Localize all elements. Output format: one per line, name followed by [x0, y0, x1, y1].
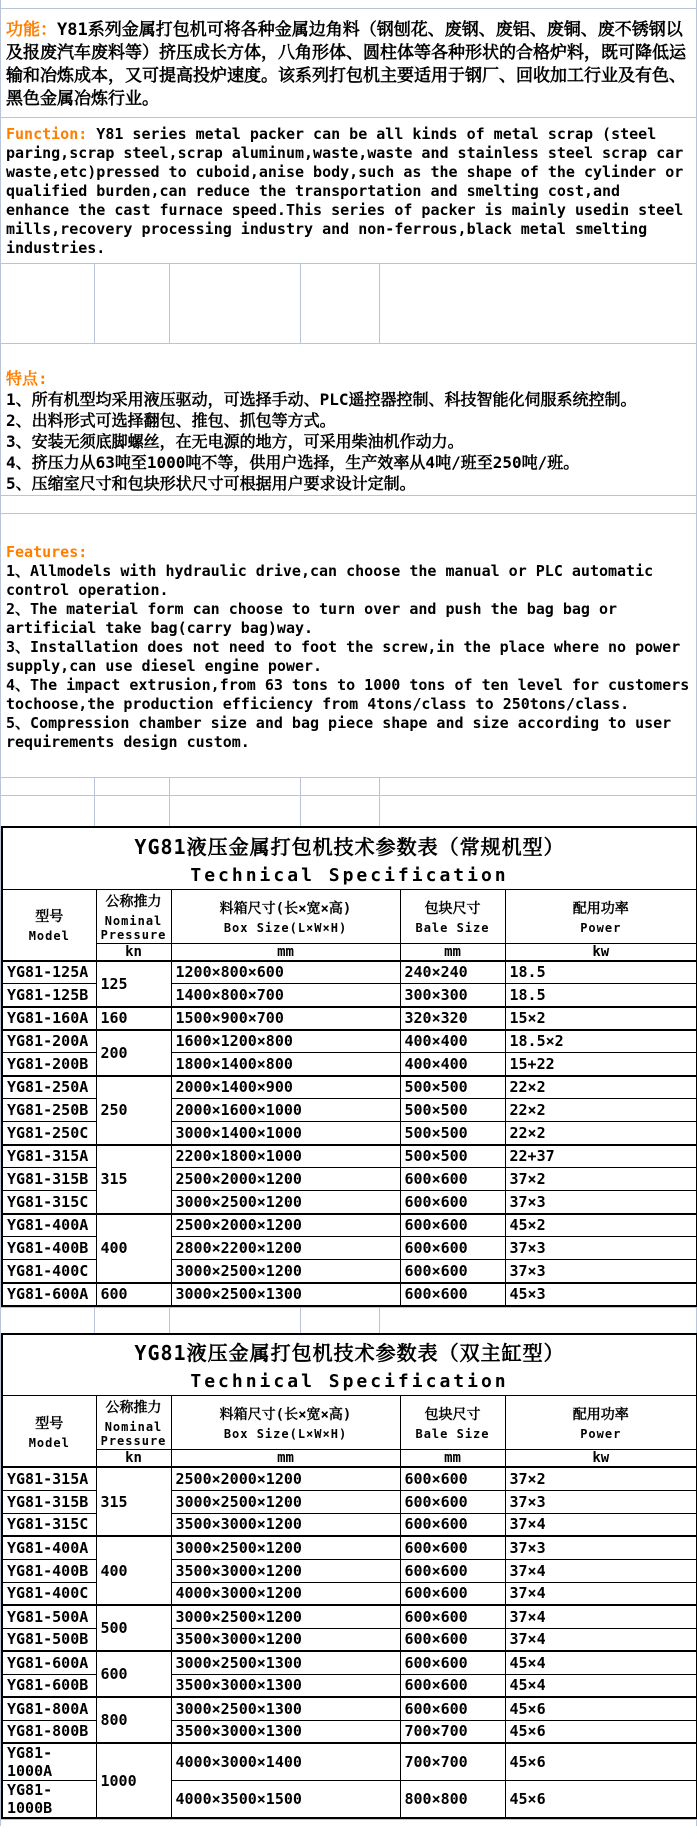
power-cell: 22+37: [505, 1145, 697, 1168]
box-size-cell: 2000×1400×900: [171, 1076, 400, 1099]
bale-size-cell: 600×600: [400, 1697, 505, 1720]
empty-cell: [170, 778, 301, 795]
empty-grid-row: [1, 263, 696, 343]
unit-header: kw: [505, 943, 697, 961]
power-cell: 37×4: [505, 1582, 697, 1605]
box-size-cell: 3000×2500×1200: [171, 1536, 400, 1559]
bale-size-cell: 600×600: [400, 1651, 505, 1674]
empty-cell: [380, 778, 696, 795]
box-size-cell: 2500×2000×1200: [171, 1168, 400, 1191]
unit-header: kn: [96, 943, 171, 961]
col-header-en: Model: [28, 929, 70, 943]
pressure-cell: 400: [96, 1536, 171, 1605]
spec-row: [2, 1007, 697, 1030]
col-header-power: [505, 889, 697, 943]
model-cell: YG81-500B: [2, 1628, 96, 1651]
model-cell: YG81-315B: [2, 1490, 96, 1513]
box-size-cell: 3000×2500×1200: [171, 1605, 400, 1628]
bale-size-cell: 600×600: [400, 1237, 505, 1260]
unit-header: mm: [400, 1450, 505, 1468]
bale-size-cell: 600×600: [400, 1513, 505, 1536]
model-cell: YG81-200B: [2, 1053, 96, 1076]
empty-cell: [301, 778, 380, 795]
model-cell: YG81-400A: [2, 1214, 96, 1237]
spec-table-regular: [1, 826, 697, 1307]
bale-size-cell: 500×500: [400, 1099, 505, 1122]
col-header-en: Nominal Pressure: [100, 913, 167, 942]
col-header-cn: 配用功率: [572, 1407, 629, 1423]
feature-item-cn: 5、压缩室尺寸和包块形状尺寸可根据用户要求设计定制。: [6, 474, 416, 493]
feature-item-cn: 1、所有机型均采用液压驱动，可选择手动、PLC遥控器控制、科技智能化伺服系统控制。: [6, 390, 637, 409]
power-cell: 37×2: [505, 1467, 697, 1490]
bale-size-cell: 400×400: [400, 1053, 505, 1076]
feature-item-en: 4、The impact extrusion,from 63 tons to 1000 tons of ten level for customers tochoose,the production efficiency from 4tons/class to 250tons/class.: [6, 676, 690, 713]
pressure-cell: 125: [96, 961, 171, 1007]
empty-cell: [380, 796, 696, 826]
power-cell: 37×2: [505, 1168, 697, 1191]
power-cell: 37×3: [505, 1536, 697, 1559]
model-cell: YG81-600A: [2, 1283, 96, 1306]
model-cell: YG81-600A: [2, 1651, 96, 1674]
col-header-cn: 配用功率: [572, 900, 629, 917]
bale-size-cell: 600×600: [400, 1605, 505, 1628]
top-spacer: [1, 0, 696, 8]
features-heading-en: Features:: [6, 543, 88, 561]
power-cell: 37×3: [505, 1191, 697, 1214]
model-cell: YG81-250A: [2, 1076, 96, 1099]
col-header-bale-size: [400, 889, 505, 943]
spec-row: [2, 961, 697, 984]
box-size-cell: 3000×2500×1200: [171, 1191, 400, 1214]
empty-cell: [301, 264, 380, 343]
model-cell: YG81-125B: [2, 984, 96, 1007]
pressure-cell: 160: [96, 1007, 171, 1030]
unit-header: mm: [171, 943, 400, 961]
empty-cell: [1, 778, 95, 795]
features-list-cn: [6, 389, 690, 494]
model-cell: YG81-315C: [2, 1513, 96, 1536]
model-cell: YG81-400B: [2, 1237, 96, 1260]
power-cell: 45×6: [505, 1697, 697, 1720]
empty-cell: [301, 796, 380, 826]
col-header-cn: 型号: [35, 909, 64, 925]
box-size-cell: 3500×3000×1200: [171, 1628, 400, 1651]
empty-cell: [1, 1308, 95, 1333]
function-body-en: Y81 series metal packer can be all kinds of metal scrap (steel paring,scrap steel,scrap aluminum,waste,waste and stainless steel scrap car waste,etc)pressed to cuboid,anise body,such as the shape of the cylinder or qualified burden,can reduce the transportation and smelting cost,and enhance the cast furnace speed.This series of packer is mainly usedin steel mills,recovery processing industry and non-ferrous,black metal smelting industries.: [6, 125, 684, 257]
box-size-cell: 2500×2000×1200: [171, 1467, 400, 1490]
col-header-en: Bale Size: [415, 920, 490, 935]
bale-size-cell: 500×500: [400, 1122, 505, 1145]
bale-size-cell: 400×400: [400, 1030, 505, 1053]
empty-cell: [380, 264, 696, 343]
box-size-cell: 2800×2200×1200: [171, 1237, 400, 1260]
box-size-cell: 2000×1600×1000: [171, 1099, 400, 1122]
table-title-cell: [2, 827, 697, 889]
empty-cell: [1, 264, 95, 343]
model-cell: YG81-250C: [2, 1122, 96, 1145]
power-cell: 45×2: [505, 1214, 697, 1237]
spec-row: [2, 1536, 697, 1559]
col-header-cn: 包块尺寸: [424, 900, 481, 917]
empty-cell: [380, 1308, 696, 1333]
feature-item-en: 1、Allmodels with hydraulic drive,can choose the manual or PLC automatic control operation.: [6, 562, 654, 599]
model-cell: YG81-600B: [2, 1674, 96, 1697]
col-header-en: Model: [28, 1435, 70, 1450]
feature-item-cn: 2、出料形式可选择翻包、推包、抓包等方式。: [6, 411, 336, 430]
col-header-cn: 料箱尺寸(长×宽×高): [219, 900, 352, 917]
power-cell: 37×4: [505, 1513, 697, 1536]
power-cell: 37×3: [505, 1490, 697, 1513]
table-unit-row: [2, 1450, 697, 1468]
model-cell: YG81-800A: [2, 1697, 96, 1720]
box-size-cell: 1200×800×600: [171, 961, 400, 984]
table-unit-row: [2, 943, 697, 961]
table-title-row: [2, 827, 697, 889]
spec-row: [2, 1030, 697, 1053]
empty-cell: [95, 778, 170, 795]
model-cell: YG81-315C: [2, 1191, 96, 1214]
empty-cell: [170, 1308, 301, 1333]
unit-header: kw: [505, 1450, 697, 1468]
model-cell: YG81-315B: [2, 1168, 96, 1191]
bale-size-cell: 600×600: [400, 1467, 505, 1490]
col-header-nominal-pressure: [96, 889, 171, 943]
box-size-cell: 3000×2500×1300: [171, 1651, 400, 1674]
model-cell: YG81-315A: [2, 1467, 96, 1490]
spec-row: [2, 1214, 697, 1237]
bale-size-cell: 700×700: [400, 1720, 505, 1743]
box-size-cell: 3000×2500×1300: [171, 1283, 400, 1306]
col-header-cn: 料箱尺寸(长×宽×高): [219, 1407, 352, 1423]
spec-row: [2, 1651, 697, 1674]
bale-size-cell: 600×600: [400, 1168, 505, 1191]
power-cell: 37×3: [505, 1237, 697, 1260]
col-header-power: [505, 1396, 697, 1450]
col-header-nominal-pressure: [96, 1396, 171, 1450]
box-size-cell: 3500×3000×1300: [171, 1674, 400, 1697]
feature-item-cn: 4、挤压力从63吨至1000吨不等，供用户选择，生产效率从4吨/班至250吨/班。: [6, 453, 580, 472]
col-header-en: Nominal Pressure: [100, 1420, 167, 1448]
model-cell: YG81-200A: [2, 1030, 96, 1053]
empty-cell: [170, 796, 301, 826]
power-cell: 45×3: [505, 1283, 697, 1306]
features-list-en: [6, 562, 692, 752]
power-cell: 15+22: [505, 1053, 697, 1076]
box-size-cell: 3500×3000×1300: [171, 1720, 400, 1743]
col-header-en: Power: [580, 1427, 622, 1441]
box-size-cell: 3000×2500×1200: [171, 1490, 400, 1513]
pressure-cell: 800: [96, 1697, 171, 1743]
bale-size-cell: 600×600: [400, 1559, 505, 1582]
spec-table-dual-cylinder: [1, 1333, 697, 1820]
function-heading-cn: 功能：: [6, 20, 57, 40]
empty-cell: [1, 796, 95, 826]
col-header-en: Power: [580, 920, 622, 935]
bale-size-cell: 600×600: [400, 1283, 505, 1306]
box-size-cell: 1600×1200×800: [171, 1030, 400, 1053]
col-header-en: Box Size(L×W×H): [223, 1427, 348, 1441]
col-header-cn: 包块尺寸: [424, 1407, 481, 1423]
table-header-row: [2, 1396, 697, 1450]
power-cell: 37×4: [505, 1628, 697, 1651]
empty-cell: [95, 1308, 170, 1333]
power-cell: 45×4: [505, 1651, 697, 1674]
bale-size-cell: 600×600: [400, 1628, 505, 1651]
box-size-cell: 3000×1400×1000: [171, 1122, 400, 1145]
empty-grid-row: [1, 495, 696, 513]
table-title-row: [2, 1334, 697, 1396]
pressure-cell: 200: [96, 1030, 171, 1076]
power-cell: 15×2: [505, 1007, 697, 1030]
spec-row: [2, 1145, 697, 1168]
box-size-cell: 1500×900×700: [171, 1007, 400, 1030]
bale-size-cell: 500×500: [400, 1145, 505, 1168]
feature-item-en: 3、Installation does not need to foot the screw,in the place where no power supply,can use diesel engine power.: [6, 638, 681, 675]
pressure-cell: 600: [96, 1283, 171, 1306]
bale-size-cell: 800×800: [400, 1781, 505, 1819]
function-section-cn: [1, 8, 696, 117]
model-cell: YG81-1000B: [2, 1781, 96, 1819]
table-title-en: Technical Specification: [190, 1371, 509, 1393]
power-cell: 22×2: [505, 1099, 697, 1122]
power-cell: 45×6: [505, 1743, 697, 1781]
empty-cell: [301, 1308, 380, 1333]
model-cell: YG81-1000A: [2, 1743, 96, 1781]
features-heading-cn: 特点:: [6, 369, 48, 388]
empty-cell: [95, 796, 170, 826]
col-header-box-size-l-w-h-: [171, 889, 400, 943]
box-size-cell: 4000×3000×1400: [171, 1743, 400, 1781]
bale-size-cell: 700×700: [400, 1743, 505, 1781]
spec-row: [2, 1283, 697, 1306]
model-cell: YG81-125A: [2, 961, 96, 984]
table-title-cn: YG81液压金属打包机技术参数表（常规机型）: [134, 834, 565, 859]
function-body-cn: Y81系列金属打包机可将各种金属边角料（钢刨花、废钢、废铝、废铜、废不锈钢以及报废汽车废料等）挤压成长方体，八角形体、圆柱体等各种形状的合格炉料，既可降低运输和冶炼成本，又可提高投炉速度。该系列打包机主要适用于钢厂、回收加工行业及有色、黑色金属冶炼行业。: [6, 20, 686, 109]
pressure-cell: 500: [96, 1605, 171, 1651]
power-cell: 18.5: [505, 984, 697, 1007]
bale-size-cell: 500×500: [400, 1076, 505, 1099]
box-size-cell: 3000×2500×1200: [171, 1260, 400, 1283]
power-cell: 22×2: [505, 1122, 697, 1145]
feature-item-en: 2、The material form can choose to turn over and push the bag bag or artificial take bag(carry bag)way.: [6, 600, 618, 637]
feature-item-en: 5、Compression chamber size and bag piece shape and size according to user requirements design custom.: [6, 714, 672, 751]
box-size-cell: 3500×3000×1200: [171, 1513, 400, 1536]
col-header-en: Bale Size: [415, 1427, 490, 1441]
bale-size-cell: 320×320: [400, 1007, 505, 1030]
power-cell: 45×6: [505, 1781, 697, 1819]
bale-size-cell: 600×600: [400, 1260, 505, 1283]
function-heading-en: Function:: [6, 125, 88, 143]
spec-row: [2, 1076, 697, 1099]
model-cell: YG81-400B: [2, 1559, 96, 1582]
box-size-cell: 1400×800×700: [171, 984, 400, 1007]
col-header-en: Box Size(L×W×H): [223, 920, 348, 935]
empty-grid-row: [1, 795, 696, 826]
table-title-cn: YG81液压金属打包机技术参数表（双主缸型）: [134, 1341, 565, 1366]
power-cell: 37×4: [505, 1605, 697, 1628]
col-header-cn: 型号: [35, 1415, 64, 1432]
pressure-cell: 315: [96, 1467, 171, 1536]
col-header-bale-size: [400, 1396, 505, 1450]
col-header-model: [2, 889, 96, 961]
model-cell: YG81-315A: [2, 1145, 96, 1168]
pressure-cell: 250: [96, 1076, 171, 1145]
box-size-cell: 4000×3500×1500: [171, 1781, 400, 1819]
model-cell: YG81-500A: [2, 1605, 96, 1628]
col-header-cn: 公称推力: [105, 893, 162, 910]
pressure-cell: 600: [96, 1651, 171, 1697]
box-size-cell: 4000×3000×1200: [171, 1582, 400, 1605]
empty-cell: [95, 264, 170, 343]
bale-size-cell: 600×600: [400, 1536, 505, 1559]
unit-header: mm: [400, 943, 505, 961]
bale-size-cell: 600×600: [400, 1674, 505, 1697]
table-title-cell: [2, 1334, 697, 1396]
empty-grid-row: [1, 1307, 696, 1333]
bale-size-cell: 600×600: [400, 1490, 505, 1513]
feature-item-cn: 3、安装无须底脚螺丝，在无电源的地方，可采用柴油机作动力。: [6, 432, 464, 451]
model-cell: YG81-250B: [2, 1099, 96, 1122]
power-cell: 45×4: [505, 1674, 697, 1697]
model-cell: YG81-400A: [2, 1536, 96, 1559]
bottom-spacer: [1, 1819, 696, 1826]
box-size-cell: 2500×2000×1200: [171, 1214, 400, 1237]
table-title-en: Technical Specification: [190, 864, 509, 886]
box-size-cell: 1800×1400×800: [171, 1053, 400, 1076]
bale-size-cell: 600×600: [400, 1582, 505, 1605]
power-cell: 37×4: [505, 1559, 697, 1582]
model-cell: YG81-160A: [2, 1007, 96, 1030]
col-header-cn: 公称推力: [105, 1400, 162, 1416]
pressure-cell: 315: [96, 1145, 171, 1214]
col-header-model: [2, 1396, 96, 1468]
empty-grid-row: [1, 777, 696, 795]
unit-header: mm: [171, 1450, 400, 1468]
box-size-cell: 2200×1800×1000: [171, 1145, 400, 1168]
power-cell: 18.5: [505, 961, 697, 984]
spec-row: [2, 1743, 697, 1781]
power-cell: 45×6: [505, 1720, 697, 1743]
function-section-en: [1, 117, 696, 263]
spec-row: [2, 1697, 697, 1720]
table-header-row: [2, 889, 697, 943]
spec-row: [2, 1467, 697, 1490]
power-cell: 37×3: [505, 1260, 697, 1283]
power-cell: 22×2: [505, 1076, 697, 1099]
spec-row: [2, 1605, 697, 1628]
box-size-cell: 3000×2500×1300: [171, 1697, 400, 1720]
bale-size-cell: 300×300: [400, 984, 505, 1007]
model-cell: YG81-400C: [2, 1260, 96, 1283]
power-cell: 18.5×2: [505, 1030, 697, 1053]
bale-size-cell: 600×600: [400, 1214, 505, 1237]
pressure-cell: 1000: [96, 1743, 171, 1818]
empty-cell: [170, 264, 301, 343]
box-size-cell: 3500×3000×1200: [171, 1559, 400, 1582]
bale-size-cell: 240×240: [400, 961, 505, 984]
features-section-en: [1, 513, 696, 777]
model-cell: YG81-800B: [2, 1720, 96, 1743]
unit-header: kn: [96, 1450, 171, 1468]
model-cell: YG81-400C: [2, 1582, 96, 1605]
pressure-cell: 400: [96, 1214, 171, 1283]
col-header-box-size-l-w-h-: [171, 1396, 400, 1450]
features-section-cn: [1, 343, 696, 495]
bale-size-cell: 600×600: [400, 1191, 505, 1214]
